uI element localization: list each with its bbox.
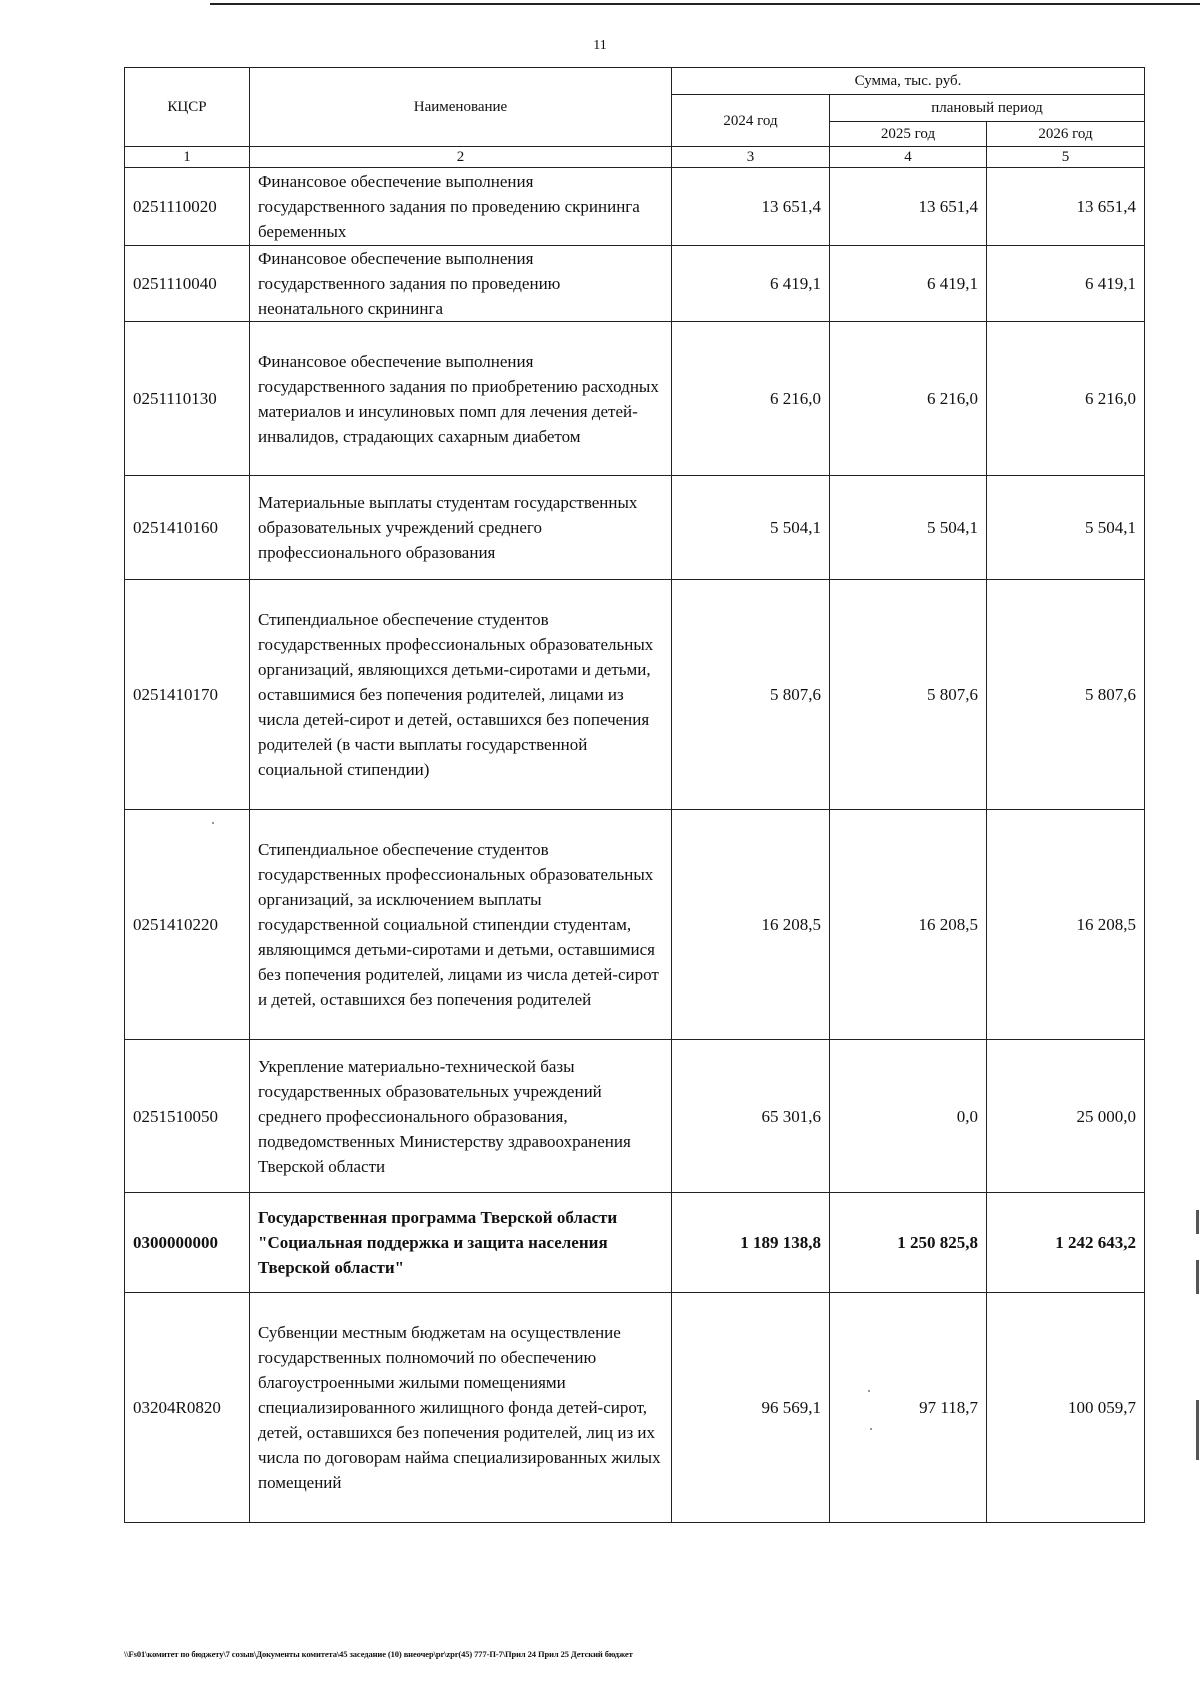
table-row bbox=[125, 1193, 1145, 1293]
row-name: Финансовое обеспечение выполнения государственного задания по проведению неонатального скрининга bbox=[250, 246, 672, 322]
table-row bbox=[125, 476, 1145, 580]
col-number-4: 4 bbox=[830, 147, 987, 168]
row-2024: 6 419,1 bbox=[672, 246, 830, 322]
col-number-5: 5 bbox=[987, 147, 1145, 168]
row-code: 0251410220 bbox=[125, 810, 250, 1040]
row-2025: 16 208,5 bbox=[830, 810, 987, 1040]
table-row bbox=[125, 168, 1145, 246]
row-code: 0251110020 bbox=[125, 168, 250, 246]
header-code: КЦСР bbox=[125, 68, 250, 147]
row-2026: 100 059,7 bbox=[987, 1293, 1145, 1523]
row-2024: 5 807,6 bbox=[672, 580, 830, 810]
row-2026: 16 208,5 bbox=[987, 810, 1145, 1040]
table-row bbox=[125, 810, 1145, 1040]
header-planned-period: плановый период bbox=[830, 95, 1145, 122]
row-2026: 5 504,1 bbox=[987, 476, 1145, 580]
header-year-2024: 2024 год bbox=[672, 95, 830, 147]
row-2024: 5 504,1 bbox=[672, 476, 830, 580]
row-2026: 5 807,6 bbox=[987, 580, 1145, 810]
page-number: 11 bbox=[593, 38, 607, 53]
budget-table bbox=[124, 67, 1145, 1523]
header-year-2026: 2026 год bbox=[987, 122, 1145, 147]
row-2025: 13 651,4 bbox=[830, 168, 987, 246]
row-2025: 5 807,6 bbox=[830, 580, 987, 810]
table-row bbox=[125, 1293, 1145, 1523]
col-number-3: 3 bbox=[672, 147, 830, 168]
row-code: 0251110130 bbox=[125, 322, 250, 476]
scan-speck bbox=[870, 1428, 872, 1430]
table-row bbox=[125, 246, 1145, 322]
scan-speck bbox=[868, 1390, 870, 1392]
scan-edge-mark bbox=[1196, 1400, 1199, 1460]
row-2026: 25 000,0 bbox=[987, 1040, 1145, 1193]
row-2025: 1 250 825,8 bbox=[830, 1193, 987, 1293]
row-2026: 1 242 643,2 bbox=[987, 1193, 1145, 1293]
scan-speck bbox=[212, 822, 214, 824]
row-code: 03204R0820 bbox=[125, 1293, 250, 1523]
row-2024: 16 208,5 bbox=[672, 810, 830, 1040]
table-row bbox=[125, 580, 1145, 810]
row-2025: 0,0 bbox=[830, 1040, 987, 1193]
row-code: 0251410170 bbox=[125, 580, 250, 810]
row-2025: 5 504,1 bbox=[830, 476, 987, 580]
row-name: Стипендиальное обеспечение студентов государственных профессиональных образовательных организаций, за исключением выплаты государственной социальной стипендии студентам, являющимся детьми-сиротами и детьми, оставшимися без попечения родителей, лицами из числа детей-сирот и детей, оставшихся без попечения родителей bbox=[250, 810, 672, 1040]
header-sum: Сумма, тыс. руб. bbox=[672, 68, 1145, 95]
header-name: Наименование bbox=[250, 68, 672, 147]
row-2026: 6 419,1 bbox=[987, 246, 1145, 322]
table-body bbox=[125, 168, 1145, 1523]
row-2024: 13 651,4 bbox=[672, 168, 830, 246]
row-name: Субвенции местным бюджетам на осуществление государственных полномочий по обеспечению благоустроенными жилыми помещениями специализированного жилищного фонда детей-сирот, детей, оставшихся без попечения родителей, лиц из их числа по договорам найма специализированных жилых помещений bbox=[250, 1293, 672, 1523]
row-2025: 6 216,0 bbox=[830, 322, 987, 476]
row-2024: 1 189 138,8 bbox=[672, 1193, 830, 1293]
row-2025: 97 118,7 bbox=[830, 1293, 987, 1523]
row-2025: 6 419,1 bbox=[830, 246, 987, 322]
row-code: 0251510050 bbox=[125, 1040, 250, 1193]
row-name: Укрепление материально-технической базы государственных образовательных учреждений среднего профессионального образования, подведомственных Министерству здравоохранения Тверской области bbox=[250, 1040, 672, 1193]
table-header bbox=[125, 68, 1145, 168]
row-code: 0251410160 bbox=[125, 476, 250, 580]
scan-edge-mark bbox=[1196, 1260, 1199, 1294]
row-2026: 6 216,0 bbox=[987, 322, 1145, 476]
col-number-1: 1 bbox=[125, 147, 250, 168]
header-year-2025: 2025 год bbox=[830, 122, 987, 147]
row-2026: 13 651,4 bbox=[987, 168, 1145, 246]
row-code: 0300000000 bbox=[125, 1193, 250, 1293]
row-code: 0251110040 bbox=[125, 246, 250, 322]
scan-top-rule bbox=[210, 3, 1200, 5]
row-name: Стипендиальное обеспечение студентов государственных профессиональных образовательных организаций, являющихся детьми-сиротами и детьми, оставшимися без попечения родителей, лицами из числа детей-сирот и детей, оставшихся без попечения родителей (в части выплаты государственной социальной стипендии) bbox=[250, 580, 672, 810]
row-name: Государственная программа Тверской области "Социальная поддержка и защита населения Тверской области" bbox=[250, 1193, 672, 1293]
scan-edge-mark bbox=[1196, 1210, 1199, 1234]
row-2024: 65 301,6 bbox=[672, 1040, 830, 1193]
row-name: Финансовое обеспечение выполнения государственного задания по приобретению расходных материалов и инсулиновых помп для лечения детей-инвалидов, страдающих сахарным диабетом bbox=[250, 322, 672, 476]
table-row bbox=[125, 322, 1145, 476]
col-number-2: 2 bbox=[250, 147, 672, 168]
row-name: Материальные выплаты студентам государственных образовательных учреждений среднего профессионального образования bbox=[250, 476, 672, 580]
row-2024: 6 216,0 bbox=[672, 322, 830, 476]
row-name: Финансовое обеспечение выполнения государственного задания по проведению скрининга беременных bbox=[250, 168, 672, 246]
table-row bbox=[125, 1040, 1145, 1193]
row-2024: 96 569,1 bbox=[672, 1293, 830, 1523]
footer-file-path: \\Fs01\комитет по бюджету\7 созыв\Документы комитета\45 заседание (10) внеочер\pr\zpr(45) 777-П-7\Прил 24 Прил 25 Детский бюджет bbox=[124, 1649, 633, 1659]
